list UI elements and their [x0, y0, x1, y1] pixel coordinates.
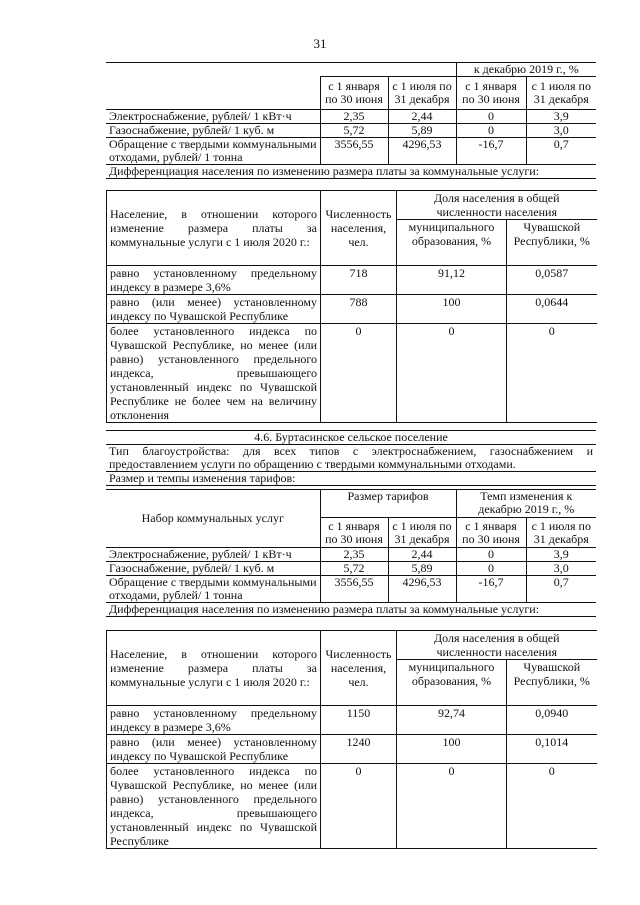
tariff-temp: 0	[456, 562, 526, 576]
tariff-set-cell	[106, 77, 320, 110]
diff-label: более установленного индекса по Чувашской Республике, но менее (или равно) установленного предельного индекса, превышающего установленный индекс по Чувашской Республике не более чем на величину отклонения	[107, 324, 321, 423]
diff-municipal: 91,12	[397, 266, 507, 295]
tariff-value: 5,89	[388, 562, 456, 576]
diff-municipal: 92,74	[397, 706, 507, 735]
diff-municipal: 100	[397, 295, 507, 324]
diff-col-population: Население, в отношении которого изменение размера платы за коммунальные услуги с 1 июля 2020 г.:	[107, 631, 321, 706]
tariff-value: 4296,53	[388, 138, 456, 165]
tariff-value: 4296,53	[388, 576, 456, 603]
diff-republic: 0,0644	[507, 295, 597, 324]
diff-municipal: 0	[397, 764, 507, 849]
period-header: с 1 июля по 31 декабря	[388, 77, 456, 110]
diff-number: 0	[321, 764, 397, 849]
temp-header-tail: к декабрю 2019 г., %	[456, 63, 596, 77]
diff-col-population: Население, в отношении которого изменение размера платы за коммунальные услуги с 1 июля 2020 г.:	[107, 191, 321, 266]
diff-label: равно установленному предельному индексу в размере 3,6%	[107, 706, 321, 735]
diff-label: равно (или менее) установленному индексу по Чувашской Республике	[107, 295, 321, 324]
diff-republic: 0,0940	[507, 706, 597, 735]
diff-row	[107, 764, 597, 849]
section-size-text: Размер и темпы изменения тарифов:	[106, 472, 596, 486]
diff-republic: 0,1014	[507, 735, 597, 764]
diff-col-municipal: муниципального образования, %	[397, 220, 507, 266]
tariff-row	[106, 124, 596, 138]
tariff-row	[106, 110, 596, 124]
section-type-text: Тип благоустройства: для всех типов с электроснабжением, газоснабжением и предоставлением услуги по обращению с твердыми коммунальными отходами.	[106, 445, 596, 472]
tariff-value: 2,44	[388, 548, 456, 562]
page-number: 31	[313, 36, 327, 51]
period-header: с 1 января по 30 июня	[456, 77, 526, 110]
tariff-value: 5,72	[320, 124, 388, 138]
tariff-temp: 0	[456, 548, 526, 562]
diff-table-1	[106, 190, 597, 423]
tariff-table-1	[106, 62, 596, 179]
section-heading: 4.6. Буртасинское сельское поселение	[106, 431, 596, 445]
diff-municipal: 100	[397, 735, 507, 764]
tariff-temp: 0	[456, 110, 526, 124]
tariff-row	[106, 576, 596, 603]
diff-row	[107, 324, 597, 423]
diff-number: 0	[321, 324, 397, 423]
tariff-name: Обращение с твердыми коммунальными отходами, рублей/ 1 тонна	[106, 138, 320, 165]
diff-republic: 0	[507, 764, 597, 849]
tariff-value: 5,89	[388, 124, 456, 138]
diff-col-republic: Чувашской Республики, %	[507, 220, 597, 266]
period-header: с 1 января по 30 июня	[320, 518, 388, 548]
period-header: с 1 января по 30 июня	[456, 518, 526, 548]
diff-republic: 0	[507, 324, 597, 423]
tariff-set-label: Набор коммунальных услуг	[106, 490, 320, 548]
diff-number: 1240	[321, 735, 397, 764]
diff-label: более установленного индекса по Чувашской Республике, но менее (или равно) установленного предельного индекса, превышающего установленный индекс по Чувашской Республике	[107, 764, 321, 849]
diff-number: 1150	[321, 706, 397, 735]
tariff-value: 2,35	[320, 110, 388, 124]
diff-label: равно установленному предельному индексу в размере 3,6%	[107, 266, 321, 295]
diff-title: Дифференциация населения по изменению размера платы за коммунальные услуги:	[106, 165, 596, 179]
tariff-value: 2,35	[320, 548, 388, 562]
diff-municipal: 0	[397, 324, 507, 423]
tariff-row	[106, 548, 596, 562]
tariff-temp: -16,7	[456, 576, 526, 603]
period-header: с 1 июля по 31 декабря	[526, 77, 596, 110]
period-header: с 1 июля по 31 декабря	[388, 518, 456, 548]
diff-table-2	[106, 630, 597, 849]
diff-col-municipal: муниципального образования, %	[397, 660, 507, 706]
section-block	[106, 430, 596, 486]
diff-col-number: Численность населения, чел.	[321, 191, 397, 266]
tariff-name: Газоснабжение, рублей/ 1 куб. м	[106, 562, 320, 576]
tariff-temp-title: Темп изменения к декабрю 2019 г., %	[456, 490, 596, 518]
tariff-value: 3556,55	[320, 138, 388, 165]
diff-row	[107, 266, 597, 295]
tariff-temp: 3,9	[526, 548, 596, 562]
tariff-name: Электроснабжение, рублей/ 1 кВт·ч	[106, 548, 320, 562]
diff-col-number: Численность населения, чел.	[321, 631, 397, 706]
tariff-row	[106, 138, 596, 165]
tariff-temp: 3,0	[526, 562, 596, 576]
diff-republic: 0,0587	[507, 266, 597, 295]
tariff-size-title: Размер тарифов	[320, 490, 456, 518]
diff-col-share: Доля населения в общей численности населения	[397, 631, 597, 660]
tariff-header-blank	[106, 63, 456, 77]
diff-col-republic: Чувашской Республики, %	[507, 660, 597, 706]
tariff-value: 3556,55	[320, 576, 388, 603]
tariff-temp: 0,7	[526, 138, 596, 165]
tariff-temp: 0	[456, 124, 526, 138]
diff-label: равно (или менее) установленному индексу по Чувашской Республике	[107, 735, 321, 764]
tariff-temp: 0,7	[526, 576, 596, 603]
tariff-table-2	[106, 489, 596, 617]
tariff-value: 2,44	[388, 110, 456, 124]
tariff-temp: -16,7	[456, 138, 526, 165]
diff-title: Дифференциация населения по изменению размера платы за коммунальные услуги:	[106, 603, 596, 617]
period-header: с 1 июля по 31 декабря	[526, 518, 596, 548]
tariff-temp: 3,9	[526, 110, 596, 124]
period-header: с 1 января по 30 июня	[320, 77, 388, 110]
diff-row	[107, 706, 597, 735]
tariff-name: Электроснабжение, рублей/ 1 кВт·ч	[106, 110, 320, 124]
diff-number: 788	[321, 295, 397, 324]
tariff-value: 5,72	[320, 562, 388, 576]
diff-row	[107, 735, 597, 764]
tariff-temp: 3,0	[526, 124, 596, 138]
tariff-row	[106, 562, 596, 576]
diff-number: 718	[321, 266, 397, 295]
tariff-name: Обращение с твердыми коммунальными отходами, рублей/ 1 тонна	[106, 576, 320, 603]
diff-col-share: Доля населения в общей численности населения	[397, 191, 597, 220]
diff-row	[107, 295, 597, 324]
tariff-name: Газоснабжение, рублей/ 1 куб. м	[106, 124, 320, 138]
